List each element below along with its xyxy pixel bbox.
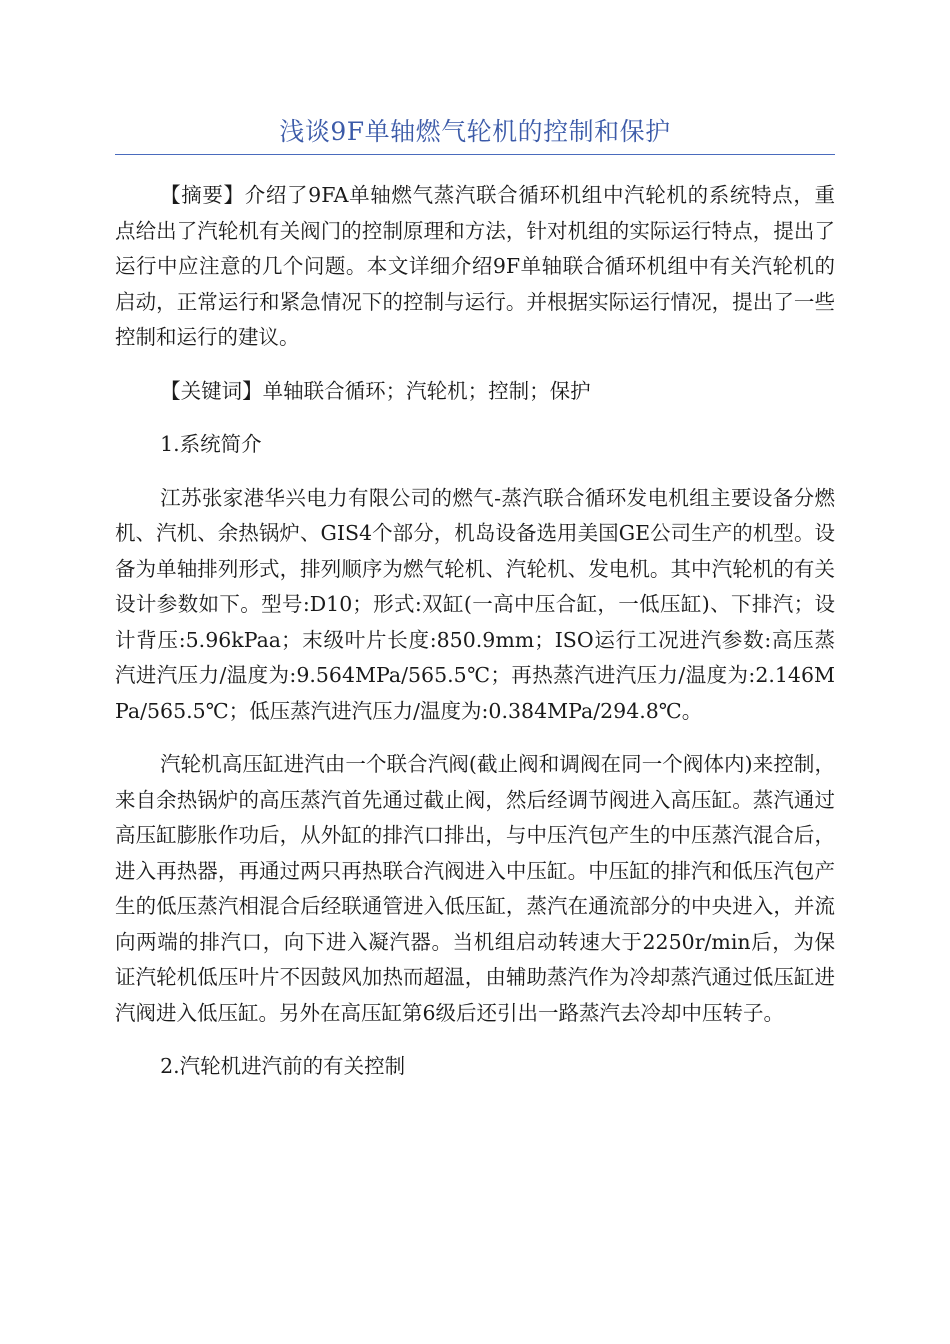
title-underline bbox=[115, 154, 835, 155]
document-body bbox=[115, 178, 835, 1085]
abstract-paragraph: 【摘要】介绍了9FA单轴燃气蒸汽联合循环机组中汽轮机的系统特点，重点给出了汽轮机有关阀门的控制原理和方法，针对机组的实际运行特点，提出了运行中应注意的几个问题。本文详细介绍9F单轴联合循环机组中有关汽轮机的启动，正常运行和紧急情况下的控制与运行。并根据实际运行情况，提出了一些控制和运行的建议。 bbox=[115, 183, 835, 349]
document-title: 浅谈9F单轴燃气轮机的控制和保护 bbox=[279, 117, 671, 146]
section-heading-1: 1.系统简介 bbox=[160, 432, 262, 456]
keywords-paragraph: 【关键词】单轴联合循环；汽轮机；控制；保护 bbox=[160, 378, 591, 403]
paragraph-spacer bbox=[115, 729, 835, 747]
section-heading-2: 2.汽轮机进汽前的有关控制 bbox=[160, 1054, 406, 1078]
paragraph-spacer bbox=[115, 356, 835, 374]
paragraph-spacer bbox=[115, 409, 835, 427]
section1-paragraph-1: 江苏张家港华兴电力有限公司的燃气-蒸汽联合循环发电机组主要设备分燃机、汽机、余热锅炉、GIS4个部分，机岛设备选用美国GE公司生产的机型。设备为单轴排列形式，排列顺序为燃气轮机、汽轮机、发电机。其中汽轮机的有关设计参数如下。型号:D10；形式:双缸(一高中压合缸，一低压缸)、下排汽；设计背压:5.96kPaa；末级叶片长度:850.9mm；ISO运行工况进汽参数:高压蒸汽进汽压力/温度为:9.564MPa/565.5℃；再热蒸汽进汽压力/温度为:2.146MPa/565.5℃；低压蒸汽进汽压力/温度为:0.384MPa/294.8℃。 bbox=[115, 485, 835, 723]
paragraph-spacer bbox=[115, 463, 835, 481]
paragraph-spacer bbox=[115, 1031, 835, 1049]
section1-paragraph-2: 汽轮机高压缸进汽由一个联合汽阀(截止阀和调阀在同一个阀体内)来控制，来自余热锅炉的高压蒸汽首先通过截止阀，然后经调节阀进入高压缸。蒸汽通过高压缸膨胀作功后，从外缸的排汽口排出，与中压汽包产生的中压蒸汽混合后，进入再热器，再通过两只再热联合汽阀进入中压缸。中压缸的排汽和低压汽包产生的低压蒸汽相混合后经联通管进入低压缸，蒸汽在通流部分的中央进入，并流向两端的排汽口，向下进入凝汽器。当机组启动转速大于2250r/min后，为保证汽轮机低压叶片不因鼓风加热而超温，由辅助蒸汽作为冷却蒸汽通过低压缸进汽阀进入低压缸。另外在高压缸第6级后还引出一路蒸汽去冷却中压转子。 bbox=[115, 752, 835, 1025]
